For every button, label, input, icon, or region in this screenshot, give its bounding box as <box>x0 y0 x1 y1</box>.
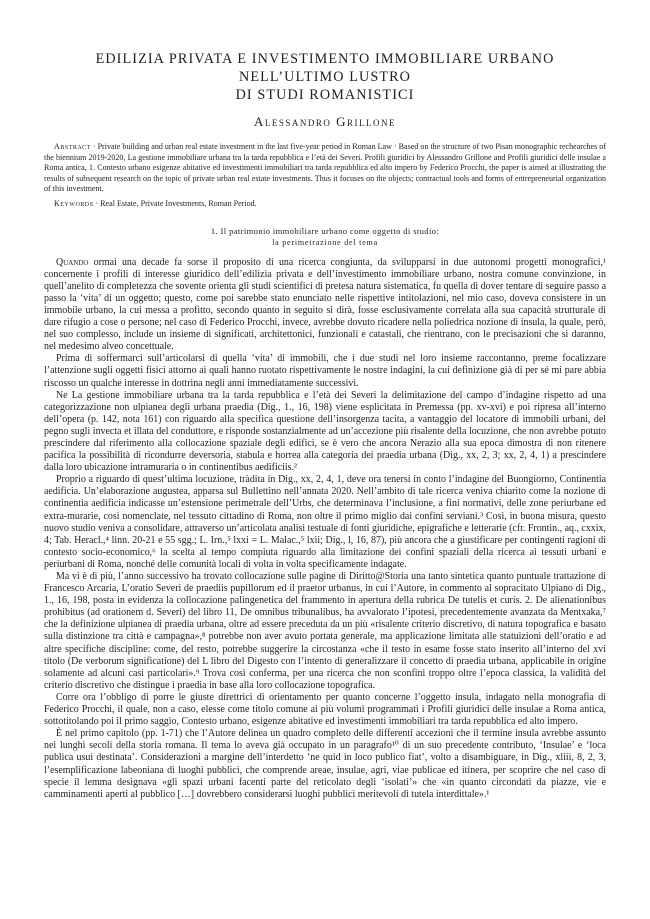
section-heading <box>44 226 606 248</box>
paragraph-3: Ne La gestione immobiliare urbana tra la tarda repubblica e l’età dei Severi la delimitazione del campo d’indagine rispetto ad una categorizzazione non ulpianea degli urbana praedia (Dig., 1., 16, 198) viene esplicitata in Premessa (pp. xv-xvi) e poi ripresa all’interno dell’opera (p. 142, nota 161) con riguardo alla specifica questione dell’insorgenza tacita, a vantaggio del locatore di immobili urbani, del pegno sugli invecta et illata del conduttore, e risponde sostanzialmente ad un’accezione più risalente della locuzione, che non avrebbe potuto prescindere dal riferimento alla collocazione spaziale degli edifici, se è vero che ancora Nerazio alla sua epoca dimostra di non ritenere pacifica la possibilità di ricondurre deversoria, stabula e horrea alla categoria dei praedia urbana (Dig., xx, 2, 3; xx, 2, 4, 1) a prescindere dalla loro ubicazione intramuraria o in continentibus aedificiis.² <box>44 389 606 474</box>
section-heading-line-1: 1. Il patrimonio immobiliare urbano come oggetto di studio: <box>210 225 440 236</box>
keywords-text: · Real Estate, Private Investments, Roman Period. <box>93 198 257 208</box>
paragraph-7: È nel primo capitolo (pp. 1-71) che l’Autore delinea un quadro completo delle differenti accezioni che il termine insula avrebbe assunto nei lunghi secoli della storia romana. Il tema lo aveva già occupato in un paragrafo¹⁰ di un suo precedente contributo, ‘Insulae’ e ‘loca publica usui destinata’. Considerazioni a margine dell’interdetto ‘ne quid in loco publico fiat’, volto a disambiguare, in Dig., xliii, 8, 2, 3, l’esemplificazione labeoniana di luoghi pubblici, che comprende areae, insulae, agri, viae publicae ed itinera, per scoprire che nel caso di specie il lemma designava «gli spazi urbani facenti parte del reticolato degli ‘isolati’» che «in quanto circondati da piazze, vie e camminamenti aperti al pubblico […] dovrebbero considerarsi luoghi pubblici meritevoli di tutela interdittale».¹ <box>44 728 606 800</box>
author-name: Alessandro Grillone <box>253 114 397 129</box>
abstract-label: Abstract <box>54 142 91 151</box>
title-line-2: NELL’ULTIMO LUSTRO <box>238 69 412 85</box>
paragraph-4: Proprio a riguardo di quest’ultima locuzione, tràdita in Dig., xx, 2, 4, 1, deve ora tenersi in conto l’indagine del Buongiorno, Continentia aedificia. Un’elaborazione augustea, apparsa sul Bullettino nell’annata 2020. Nell’ambito di tale ricerca veniva chiarito come la nozione di continentia aedificia indicasse un’estensione perimetrale dell’Urbs, che determinava l’inclusione, a fini normativi, delle zone periurbane ed extra-murarie, così nomenclate, nel tessuto cittadino di Roma, non oltre il primo miglio dai confini serviani.³ Così, in buona misura, questo nuovo studio veniva a consolidare, attraverso un’articolata analisi testuale di fonti giuridiche, epigrafiche e letterarie (cfr. Frontin., aq., cxxix, 4; Tab. Heracl.,⁴ linn. 20-21 e 55 sgg.; L. Irn.,⁵ lxxi = L. Malac.,⁵ lxii; Dig., l, 16, 87), più ancora che a giustificare per contingenti ragioni di contesto socio-economico,⁶ la scelta al tempo compiuta riguardo alla limitazione dei confini spaziali della ricerca ai tessuti urbani e periurbani di Roma, nonché delle comunità locali di volta in volta specificamente indagate. <box>44 474 606 570</box>
section-heading-line-2: la perimetrazione del tema <box>272 237 378 247</box>
paragraph-1 <box>44 257 606 354</box>
title-line-3: DI STUDI ROMANISTICI <box>235 87 415 103</box>
keywords <box>44 199 606 210</box>
paragraph-5: Ma vi è di più, l’anno successivo ha trovato collocazione sulle pagine di Diritto@Storia una tanto sintetica quanto puntuale trattazione di Francesco Arcaria, L’oratio Severi de praediis pupillorum ed il praetor urbanus, in cui l’Autore, in commento al sopracitato Ulpiano di Dig., 1., 16, 198, posta in evidenza la collocazione palingenetica del frammento in apertura della rubrica De tutelis et curis. 2. De alienationibus prohibitus (ad orationem d. Severi) del libro 11, De omnibus tribunalibus, ha avvalorato l’ipotesi, precedentemente avanzata da Mentxaka,⁷ che la definizione ulpianea di praedia urbana, oltre ad essere preceduta da un più «risalente criterio discretivo, di natura topografica e basato sulla distinzione tra città e campagna»,⁸ potrebbe non aver avuto portata generale, ma applicazione limitata alle statuizioni dell’oratio e ad altre specifiche discipline: come, del resto, potrebbe suggerire la circostanza «che il testo in esame fosse stato inserito all’interno del xvi titolo (De verborum significatione) del L libro del Digesto con l’intento di generalizzare il concetto di praedia urbana, applicabile in origine solamente ad alcuni casi particolari».⁹ Trova così conferma, per una ricerca che non sconfini troppo oltre l’epoca classica, la validità del criterio discretivo che distingue i praedia in base alla loro collocazione topografica. <box>44 571 606 691</box>
keywords-label: Keywords <box>54 198 94 208</box>
title-line-1: EDILIZIA PRIVATA E INVESTIMENTO IMMOBILIARE URBANO <box>95 51 555 67</box>
paragraph-2: Prima di soffermarci sull’articolarsi di quella ‘vita’ di immobili, che i due studi nel loro insieme raccontanno, preme focalizzare l’attenzione sugli oggetti fisici attorno ai quali hanno ruotato rispettivamente le nostre indagini, la cui definizione già di per sé mi pare abbia riscosso un qualche interesse in dottrina negli anni immediatamente successivi. <box>44 353 606 389</box>
paragraph-6: Corre ora l’obbligo di porre le giuste direttrici di orientamento per quanto concerne l’oggetto insula, indagato nella monografia di Federico Procchi, il quale, non a caso, elesse come titolo comune ai più volumi programmati i Profili giuridici delle insulae a Roma antica, sottotitolando poi il primo saggio, Contesto urbano, esigenze abitative ed investimenti immobiliari tra tarda repubblica ed alto impero. <box>44 691 606 728</box>
abstract-text: · Private building and urban real estate investment in the last five-year period in Roman Law · Based on the structure of two Pisan monographic rechearches of the biennium 2019-2020, La gestione immobiliare urbana tra la tarda repubblica e l’età dei Severi. Profili giuridici by Alessandro Grillone and Profili giuridici delle insulae a Roma antica, 1. Contesto urbano esigenze abitative ed investimenti immobiliari tra tarda repubblica ed alto impero by Federico Procchi, the paper is aimed at illustrating the results of subsequent research on the topic of private urban real estate investments. Thus it focuses on the objects; contractual tools and forms of entrepreneurial organization of this investment. <box>44 142 606 194</box>
paragraph-1-text: ormai una decade fa sorse il proposito di una ricerca congiunta, da svilupparsi in due autonomi progetti monografici,¹ concernente i profili di interesse giuridico dell’edilizia privata e dell’investimento immobiliare urbano, nostra comune convinzione, in quell’anelito di completezza che sovente orienta gli studi scientifici di pretesa natura sistematica, fu quella di dover tentare di seguire passo a passo la ‘vita’ di un oggetto; questo, come poi sarebbe stato enunciato nelle rispettive intitolazioni, nel mio caso, doveva consistere in un immobile urbano, la cui messa a profitto, secondo quanto in seguito si dirà, fosse esclusivamente correlata alla sua capacità strutturale di dare rifugio a cose o persone; nel caso di Federico Procchi, invece, avrebbe dovuto ricadere nella poliedrica nozione di insula, la quale, però, nel suo complesso, include un insieme di significati, architettonici, funzionali e catastali, che rientrano, con le precisazioni che si daranno, nel medesimo alveo concettuale. <box>44 256 606 353</box>
paragraph-1-lead: Quando <box>56 256 89 268</box>
abstract <box>44 142 606 195</box>
article-title <box>44 50 606 104</box>
